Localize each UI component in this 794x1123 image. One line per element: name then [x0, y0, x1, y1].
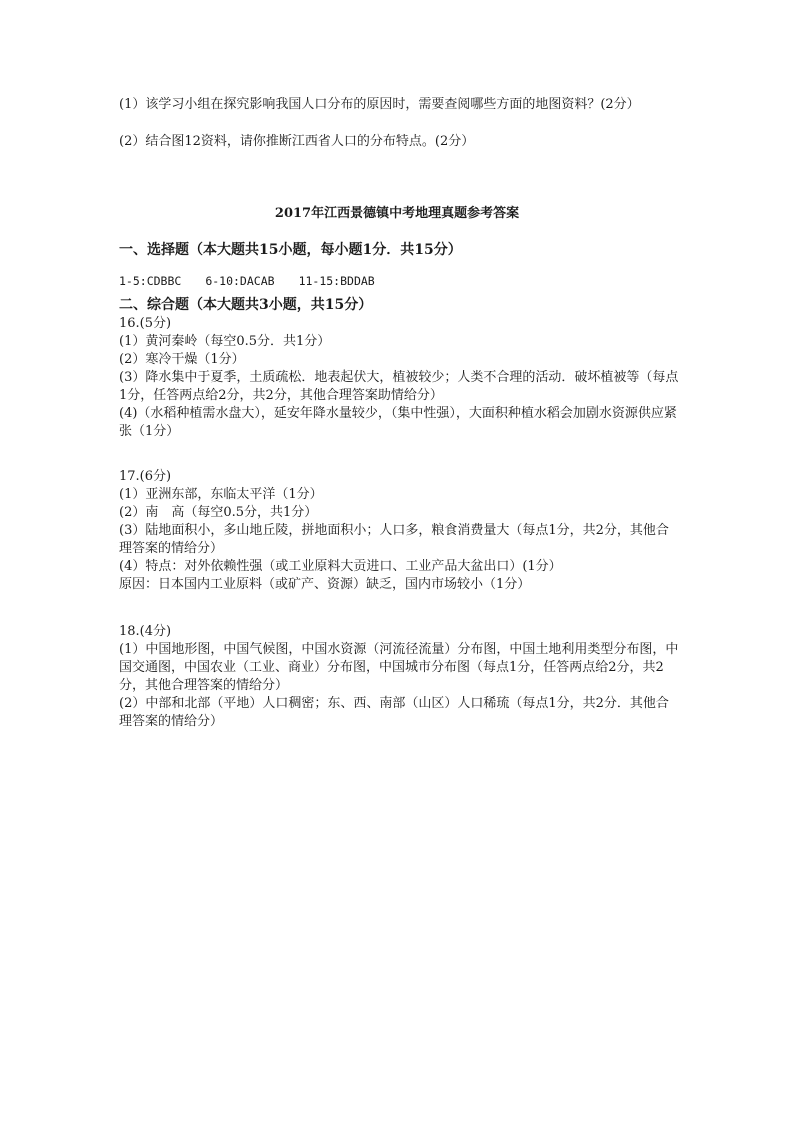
question-2: (2）结合图12资料，请你推断江西省人口的分布特点。(2分） [119, 134, 475, 149]
answer-17-line-5: 原因：日本国内工业原料（或矿产、资源）缺乏，国内市场较小（1分） [119, 577, 531, 592]
answer-16-line-3: (3）降水集中于夏季，土质疏松．地表起伏大，植被较少；人类不合理的活动．破坏植被等（每点1分，任答两点给2分，共2分，其他合理答案助情给分） [119, 370, 679, 403]
answer-17-label: 17.(6分) [119, 469, 172, 484]
choice-group-3: 11-15:BDDAB [298, 274, 375, 288]
answer-16-line-1: (1）黄河秦岭（每空0.5分．共1分） [119, 334, 331, 349]
choice-group-2: 6-10:DACAB [205, 274, 275, 288]
section-2-heading: 二、综合题（本大题共3小题，共15分） [119, 297, 373, 313]
question-1: (1）该学习小组在探究影响我国人口分布的原因时，需要查阅哪些方面的地图资料？(2分） [119, 97, 640, 112]
answer-title: 2017年江西景德镇中考地理真题参考答案 [274, 206, 520, 221]
choice-group-1: 1-5:CDBBC [119, 274, 182, 288]
answer-18-line-1: (1）中国地形图，中国气候图，中国水资源（河流径流量）分布图，中国土地利用类型分布图，中国交通图，中国农业（工业、商业）分布图，中国城市分布图（每点1分，任答两点给2分，共2分，其他合理答案的情给分） [119, 642, 679, 693]
answer-16-label: 16.(5分) [119, 316, 172, 331]
choice-answers [119, 273, 375, 289]
answer-17-line-3: (3）陆地面积小，多山地丘陵，拼地面积小；人口多，粮食消费量大（每点1分，共2分，其他合理答案的情给分） [119, 523, 669, 556]
answer-17 [119, 468, 679, 594]
section-1-heading: 一、选择题（本大题共15小题，每小题1分．共15分） [119, 242, 462, 258]
answer-16-line-2: (2）寒冷干燥（1分） [119, 352, 245, 367]
answer-16 [119, 315, 679, 441]
answer-17-line-2: (2）南 高（每空0.5分，共1分） [119, 505, 318, 520]
answer-17-line-4: (4）特点：对外依赖性强（或工业原料大贡进口、工业产品大盆出口）(1分） [119, 559, 562, 574]
answer-18-line-2: (2）中部和北部（平地）人口稠密；东、西、南部（山区）人口稀琉（每点1分，共2分．其他合理答案的情给分） [119, 696, 669, 729]
answer-18-label: 18.(4分) [119, 624, 172, 639]
answer-16-line-4: (4)（水稻种植需水盘大），延安年降水量较少，（集中性强），大面积种植水稻会加剧水资源供应紧张（1分） [119, 406, 677, 439]
answer-18 [119, 623, 679, 731]
answer-17-line-1: (1）亚洲东部，东临太平洋（1分） [119, 487, 323, 502]
